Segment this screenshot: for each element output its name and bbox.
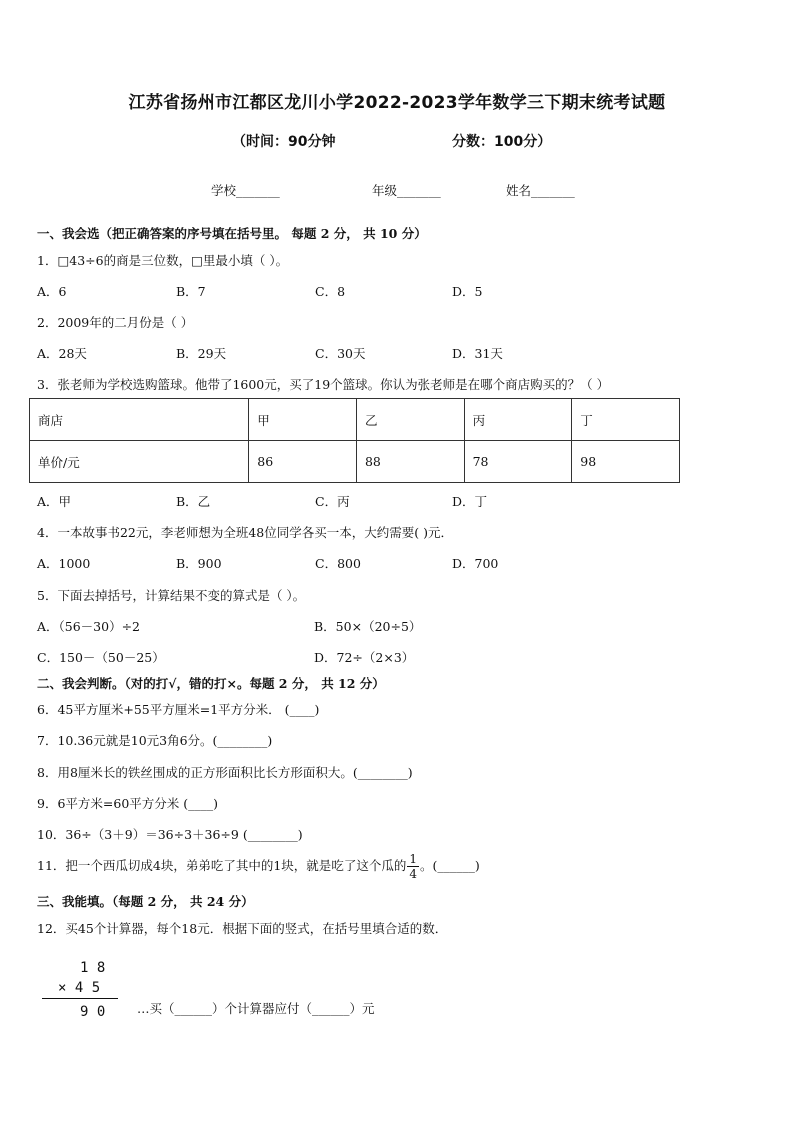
question-1: 1．□43÷6的商是三位数，□里最小填（ ）。 [37, 253, 289, 268]
question-5: 5．下面去掉括号，计算结果不变的算式是（ ）。 [37, 588, 306, 603]
question-6: 6．45平方厘米+55平方厘米=1平方分米． (____) [37, 702, 320, 717]
price-table [29, 398, 680, 483]
table-cell: 98 [572, 441, 680, 483]
exam-time: （时间：90分钟 [232, 134, 336, 150]
vertical-line-1: 1 8 [80, 960, 106, 976]
table-cell: 86 [249, 441, 357, 483]
table-cell: 88 [356, 441, 464, 483]
vertical-line-2: × 4 5 [58, 980, 101, 996]
q3-option-c[interactable]: C．丙 [315, 494, 350, 509]
q5-option-b[interactable]: B．50×（20÷5） [314, 619, 422, 634]
fraction [407, 852, 419, 881]
grade-label: 年级 [372, 183, 398, 198]
q1-option-d[interactable]: D．5 [452, 284, 483, 299]
q3-option-d[interactable]: D．丁 [452, 494, 488, 509]
question-11 [37, 852, 480, 881]
table-cell: 乙 [356, 399, 464, 441]
table-row [30, 399, 680, 441]
q2-option-c[interactable]: C．30天 [315, 346, 366, 361]
q2-option-d[interactable]: D．31天 [452, 346, 503, 361]
grade-blank: _______ [397, 183, 441, 198]
q1-option-b[interactable]: B．7 [176, 284, 206, 299]
q11-answer: 。(______) [419, 858, 480, 873]
name-blank: _______ [531, 183, 575, 198]
q5-option-a[interactable]: A．（56－30）÷2 [37, 619, 141, 634]
section2-title: 二、我会判断。（对的打√，错的打×。每题 2 分， 共 12 分） [37, 676, 385, 691]
q5-option-d[interactable]: D．72÷（2×3） [314, 650, 415, 665]
school-blank: _______ [236, 183, 280, 198]
exam-score: 分数：100分） [452, 134, 552, 150]
table-cell: 丙 [464, 399, 572, 441]
q3-option-b[interactable]: B．乙 [176, 494, 211, 509]
grade-field[interactable] [372, 181, 441, 199]
q4-option-a[interactable]: A．1000 [37, 556, 91, 571]
table-row [30, 441, 680, 483]
exam-title: 江苏省扬州市江都区龙川小学2022-2023学年数学三下期末统考试题 [128, 93, 666, 113]
question-4: 4．一本故事书22元，李老师想为全班48位同学各买一本，大约需要( )元． [37, 525, 453, 540]
q4-option-d[interactable]: D．700 [452, 556, 499, 571]
q2-option-b[interactable]: B．29天 [176, 346, 227, 361]
q2-option-a[interactable]: A．28天 [37, 346, 87, 361]
q5-option-c[interactable]: C．150－（50－25） [37, 650, 165, 665]
q11-text: 11．把一个西瓜切成4块，弟弟吃了其中的1块，就是吃了这个瓜的 [37, 858, 407, 873]
fraction-numerator: 1 [409, 852, 417, 866]
question-8: 8．用8厘米长的铁丝围成的正方形面积比长方形面积大。(________) [37, 765, 413, 780]
question-9: 9．6平方米=60平方分米 (____) [37, 796, 219, 811]
q1-option-a[interactable]: A．6 [37, 284, 67, 299]
question-10: 10．36÷（3＋9）＝36÷3＋36÷9 (________) [37, 827, 303, 842]
school-label: 学校 [211, 183, 237, 198]
q4-option-b[interactable]: B．900 [176, 556, 222, 571]
fraction-denominator: 4 [409, 867, 417, 881]
name-label: 姓名 [506, 183, 532, 198]
vertical-divider [42, 998, 118, 999]
name-field[interactable] [506, 181, 575, 199]
vertical-line-3: 9 0 [80, 1004, 106, 1020]
question-2: 2．2009年的二月份是（ ） [37, 315, 194, 330]
q4-option-c[interactable]: C．800 [315, 556, 361, 571]
question-3: 3．张老师为学校选购篮球。他带了1600元，买了19个篮球。你认为张老师是在哪个商店购买的？（ ） [37, 377, 610, 392]
table-cell: 单价/元 [30, 441, 249, 483]
question-7: 7．10.36元就是10元3角6分。(________) [37, 733, 273, 748]
q12-fill[interactable]: …买（______）个计算器应付（______）元 [137, 1001, 375, 1016]
q3-option-a[interactable]: A．甲 [37, 494, 72, 509]
table-cell: 甲 [249, 399, 357, 441]
table-cell: 78 [464, 441, 572, 483]
q1-option-c[interactable]: C．8 [315, 284, 346, 299]
section3-title: 三、我能填。（每题 2 分， 共 24 分） [37, 894, 254, 909]
table-cell: 丁 [572, 399, 680, 441]
table-cell: 商店 [30, 399, 249, 441]
section1-title: 一、我会选（把正确答案的序号填在括号里。 每题 2 分， 共 10 分） [37, 226, 427, 241]
school-field[interactable] [211, 181, 280, 199]
question-12: 12．买45个计算器，每个18元．根据下面的竖式，在括号里填合适的数． [37, 921, 448, 936]
